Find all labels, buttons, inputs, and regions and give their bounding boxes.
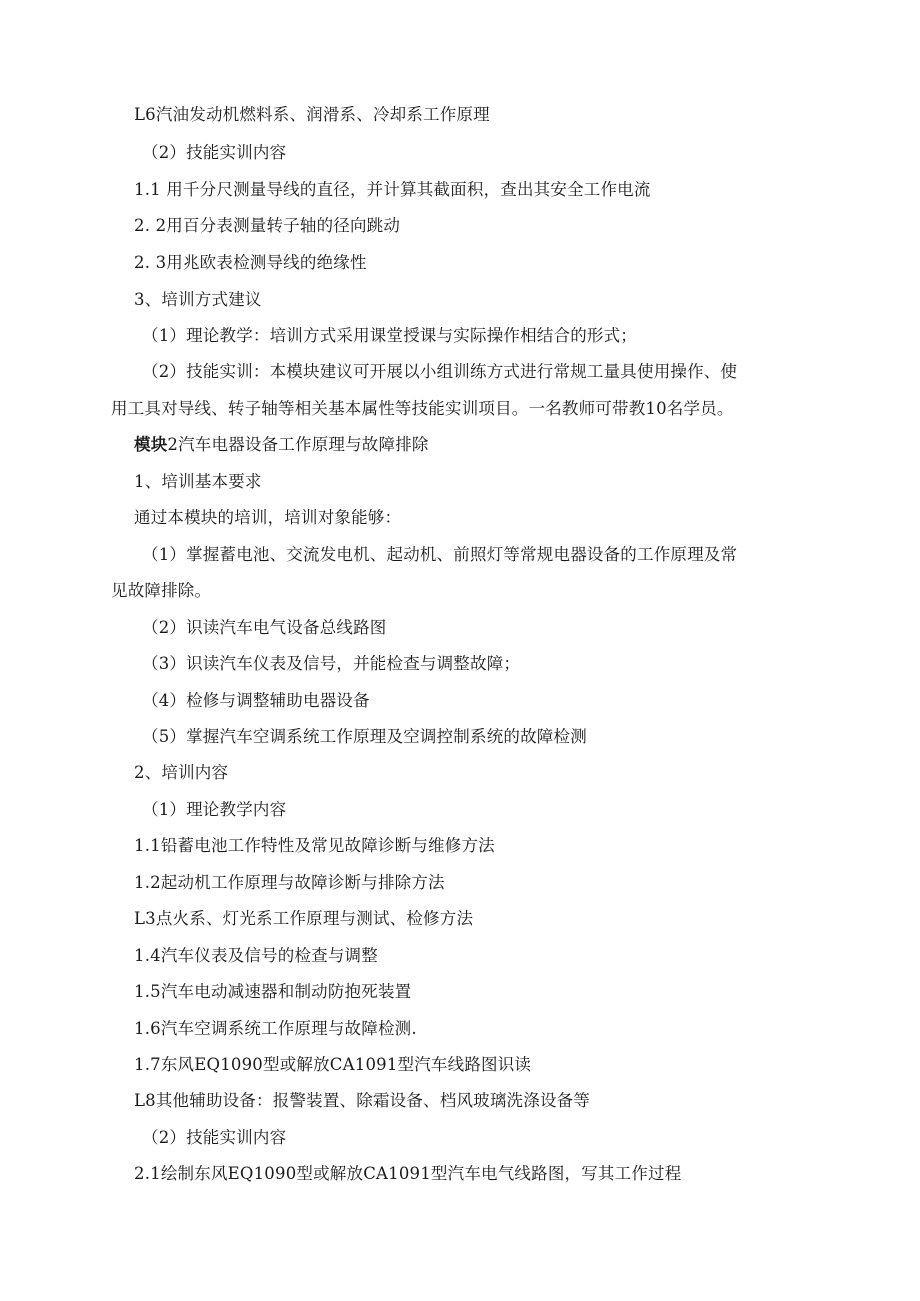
- list-item-continuation: 见故障排除。: [111, 581, 212, 600]
- text-line: L6汽油发动机燃料系、润滑系、冷却系工作原理: [134, 105, 490, 124]
- text-line: 1.4汽车仪表及信号的检查与调整: [134, 946, 378, 965]
- text-line: 1.1 用千分尺测量导线的直径，并计算其截面积，查出其安全工作电流: [134, 180, 651, 199]
- text-line: 1.6汽车空调系统工作原理与故障检测.: [134, 1019, 417, 1038]
- list-item: （5）掌握汽车空调系统工作原理及空调控制系统的故障检测: [142, 727, 587, 746]
- section-heading: 2、培训内容: [134, 763, 229, 782]
- module-heading-text: 2汽车电器设备工作原理与故障排除: [167, 435, 429, 454]
- list-item: （1）掌握蓄电池、交流发电机、起动机、前照灯等常规电器设备的工作原理及常: [142, 545, 738, 564]
- section-heading: 1、培训基本要求: [134, 472, 262, 491]
- text-line: 1.2起动机工作原理与故障诊断与排除方法: [134, 873, 445, 892]
- paragraph: （2）技能实训：本模块建议可开展以小组训练方式进行常规工量具使用操作、使: [142, 362, 738, 381]
- text-line: 2.1绘制东风EQ1090型或解放CA1091型汽车电气线路图，写其工作过程: [134, 1164, 682, 1183]
- text-line: 2. 3用兆欧表检测导线的绝缘性: [134, 253, 367, 272]
- list-item: （2）识读汽车电气设备总线路图: [142, 618, 387, 637]
- subheading: （1）理论教学内容: [142, 800, 287, 819]
- text-line: 2. 2用百分表测量转子轴的径向跳动: [134, 216, 401, 235]
- module-heading-bold: 模块: [134, 435, 168, 454]
- subheading: （2）技能实训内容: [142, 1128, 287, 1147]
- text-line: L8其他辅助设备：报警装置、除霜设备、档风玻璃洗涤设备等: [134, 1091, 591, 1110]
- module-heading: [134, 433, 429, 457]
- text-line: 1.5汽车电动减速器和制动防抱死装置: [134, 982, 412, 1001]
- paragraph: （1）理论教学：培训方式采用课堂授课与实际操作相结合的形式；: [142, 326, 637, 345]
- text-line: L3点火系、灯光系工作原理与测试、检修方法: [134, 909, 474, 928]
- text-line: 1.1铅蓄电池工作特性及常见故障诊断与维修方法: [134, 836, 495, 855]
- section-heading: 3、培训方式建议: [134, 290, 262, 309]
- paragraph: 通过本模块的培训，培训对象能够：: [134, 508, 402, 527]
- subheading: （2）技能实训内容: [142, 143, 287, 162]
- paragraph-continuation: 用工具对导线、转子轴等相关基本属性等技能实训项目。一名教师可带教10名学员。: [111, 399, 734, 418]
- list-item: （4）检修与调整辅助电器设备: [142, 691, 370, 710]
- list-item: （3）识读汽车仪表及信号，并能检查与调整故障；: [142, 654, 521, 673]
- text-line: 1.7东风EQ1090型或解放CA1091型汽车线路图识读: [134, 1055, 532, 1074]
